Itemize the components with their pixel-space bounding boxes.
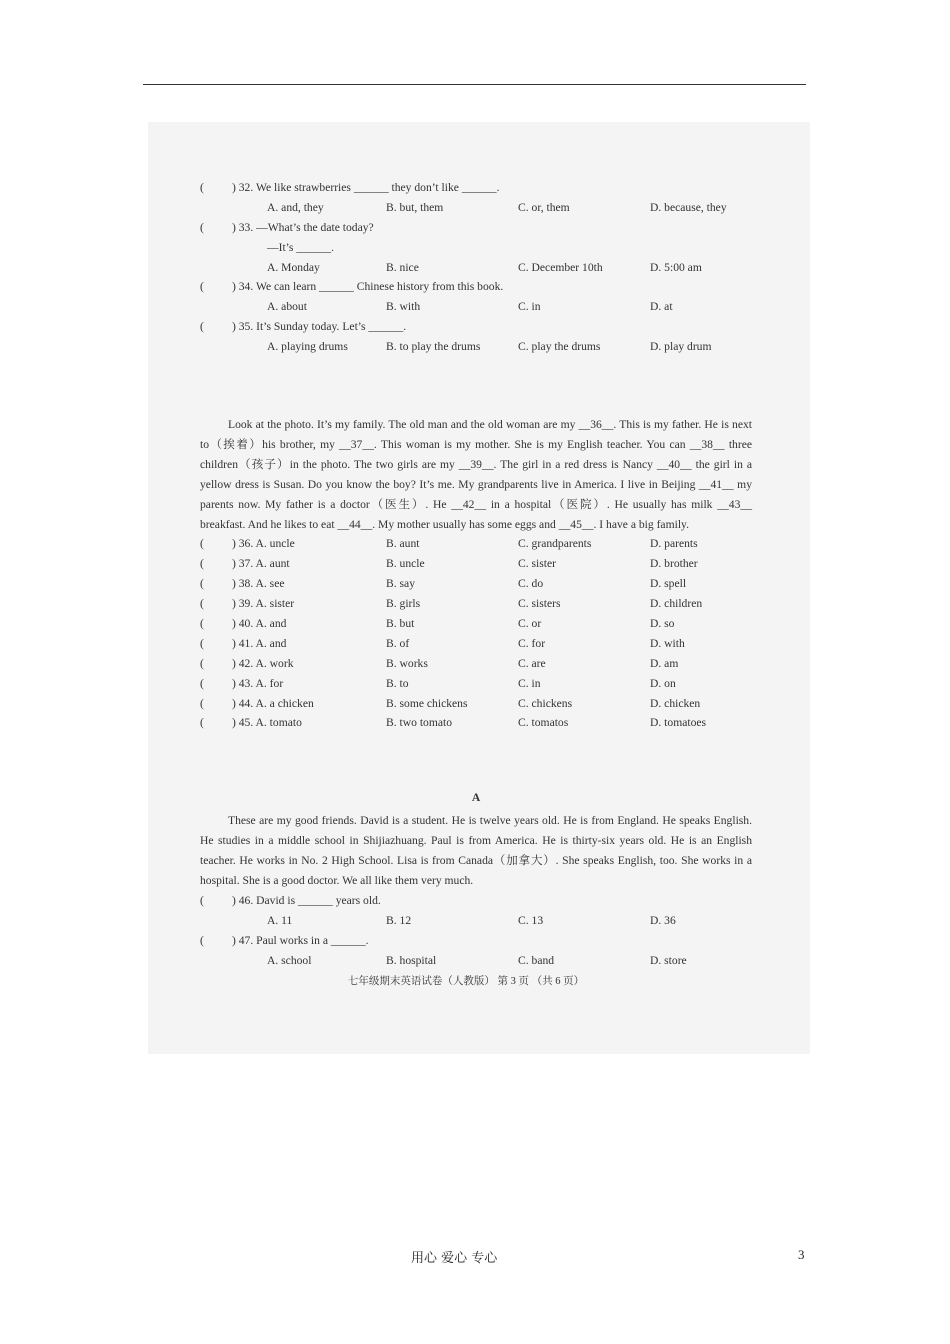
option-c: C. 13 — [518, 913, 544, 927]
question-number-option-a: ) 40. A. and — [232, 617, 287, 631]
answer-paren: ( — [200, 893, 204, 907]
option-c: C. sisters — [518, 597, 561, 611]
question-number-option-a: ) 37. A. aunt — [232, 557, 290, 571]
option-c: C. or, them — [518, 200, 570, 214]
question-number-option-a: ) 44. A. a chicken — [232, 696, 314, 710]
page-number: 3 — [798, 1247, 805, 1262]
option-a: A. 11 — [267, 913, 293, 927]
question-number-option-a: ) 41. A. and — [232, 636, 287, 650]
answer-paren: ( — [200, 617, 204, 631]
option-b: B. some chickens — [386, 696, 468, 710]
cloze-question-row — [200, 654, 752, 674]
cloze-passage: Look at the photo. It’s my family. The old man and the old woman are my __36__. This is my father. He is next to（挨着）his brother, my __37__. This woman is my mother. She is my English teacher. You can __38__ three children（孩子）in the photo. The two girls are my __39__. The girl in a red dress is Nancy __40__ the girl in a yellow dress is Susan. Do you know the boy? It’s me. My grandparents live in America. I live in Beijing __41__ my parents now. My father is a doctor（医生）. He __42__ in a hospital（医院）. He usually has milk __43__ breakfast. And he likes to eat __44__. My mother usually has some eggs and __45__. I have a big family. — [200, 418, 752, 531]
question-number-option-a: ) 36. A. uncle — [232, 537, 295, 551]
option-b: B. but — [386, 617, 415, 631]
cloze-question-row — [200, 614, 752, 634]
options-46 — [200, 911, 752, 931]
question-32 — [200, 178, 752, 198]
option-c: C. do — [518, 577, 544, 591]
spacer — [200, 733, 752, 785]
option-d: D. store — [650, 953, 687, 967]
cloze-question-list — [200, 534, 752, 733]
question-number-option-a: ) 42. A. work — [232, 656, 294, 670]
option-b: B. of — [386, 636, 410, 650]
option-d: D. am — [650, 656, 679, 670]
answer-paren: ( — [200, 676, 204, 690]
reading-section-title: A — [471, 791, 481, 805]
reading-passage: These are my good friends. David is a student. He is twelve years old. He is from England. He speaks English. He studies in a middle school in Shijiazhuang. Paul is from America. He is thirty-six years old. He is an English teacher. He works in No. 2 High School. Lisa is from Canada（加拿大）. She speaks English, too. She works in a hospital. She is a good doctor. We all like them very much. — [200, 814, 752, 888]
answer-paren: ( — [200, 656, 204, 670]
answer-paren: ( — [200, 696, 204, 710]
option-b: B. 12 — [386, 913, 412, 927]
cloze-question-row — [200, 554, 752, 574]
option-c: C. tomatos — [518, 716, 569, 730]
options-47 — [200, 951, 752, 971]
footer-motto: 用心 爱心 专心 — [411, 1251, 498, 1266]
question-stem: ) 35. It’s Sunday today. Let’s ______. — [232, 320, 407, 334]
option-d: D. with — [650, 636, 685, 650]
option-c: C. play the drums — [518, 340, 601, 354]
cloze-question-row — [200, 634, 752, 654]
option-b: B. say — [386, 577, 415, 591]
option-d: D. 5:00 am — [650, 260, 702, 274]
option-d: D. on — [650, 676, 676, 690]
option-c: C. sister — [518, 557, 557, 571]
question-stem: ) 32. We like strawberries ______ they don’t like ______. — [232, 181, 500, 194]
options-32 — [200, 198, 752, 218]
option-b: B. nice — [386, 260, 419, 274]
answer-paren: ( — [200, 597, 204, 611]
answer-paren: ( — [200, 636, 204, 650]
option-d: D. because, they — [650, 200, 727, 214]
option-d: D. brother — [650, 557, 698, 571]
option-c: C. grandparents — [518, 537, 592, 551]
answer-paren: ( — [200, 320, 204, 334]
option-a: A. about — [267, 300, 307, 314]
question-stem: ) 46. David is ______ years old. — [232, 893, 381, 907]
option-d: D. at — [650, 300, 673, 314]
cloze-question-row — [200, 574, 752, 594]
option-c: C. chickens — [518, 696, 573, 710]
option-d: D. chicken — [650, 696, 701, 710]
header-rule — [143, 84, 806, 85]
option-a: A. and, they — [267, 200, 324, 214]
option-d: D. so — [650, 617, 675, 631]
options-35 — [200, 337, 752, 357]
question-number-option-a: ) 39. A. sister — [232, 597, 295, 611]
option-d: D. children — [650, 597, 703, 611]
option-d: D. 36 — [650, 913, 676, 927]
option-c: C. band — [518, 953, 555, 967]
option-a: A. Monday — [267, 260, 320, 274]
option-b: B. with — [386, 300, 421, 314]
option-b: B. uncle — [386, 557, 425, 571]
options-33 — [200, 258, 752, 278]
answer-paren: ( — [200, 280, 204, 294]
option-d: D. parents — [650, 537, 698, 551]
cloze-question-row — [200, 594, 752, 614]
question-35 — [200, 317, 752, 337]
exam-content — [200, 178, 752, 993]
option-a: A. playing drums — [267, 340, 348, 354]
question-stem: ) 47. Paul works in a ______. — [232, 933, 369, 947]
option-b: B. girls — [386, 597, 421, 611]
answer-paren: ( — [200, 220, 204, 234]
option-c: C. are — [518, 656, 546, 670]
option-a: A. school — [267, 953, 312, 967]
option-b: B. works — [386, 656, 428, 670]
answer-paren: ( — [200, 537, 204, 551]
reply-line: —It’s ______. — [267, 240, 334, 254]
option-c: C. for — [518, 636, 546, 650]
question-number-option-a: ) 43. A. for — [232, 676, 284, 690]
answer-paren: ( — [200, 933, 204, 947]
option-c: C. in — [518, 676, 541, 690]
question-stem: ) 33. —What’s the date today? — [232, 220, 374, 234]
option-b: B. to play the drums — [386, 340, 481, 354]
scan-page-footer: 七年级期末英语试卷（人教版） 第 3 页 （共 6 页） — [347, 975, 585, 987]
option-b: B. but, them — [386, 200, 444, 214]
cloze-question-row — [200, 713, 752, 733]
question-47 — [200, 931, 752, 951]
answer-paren: ( — [200, 181, 204, 194]
option-d: D. play drum — [650, 340, 712, 354]
answer-paren: ( — [200, 716, 204, 730]
option-b: B. hospital — [386, 953, 437, 967]
question-34 — [200, 277, 752, 297]
question-number-option-a: ) 45. A. tomato — [232, 716, 302, 730]
question-stem: ) 34. We can learn ______ Chinese history from this book. — [232, 280, 504, 294]
question-33 — [200, 218, 752, 238]
cloze-question-row — [200, 674, 752, 694]
answer-paren: ( — [200, 557, 204, 571]
option-b: B. aunt — [386, 537, 420, 551]
answer-paren: ( — [200, 577, 204, 591]
question-46 — [200, 891, 752, 911]
cloze-question-row — [200, 534, 752, 554]
option-c: C. December 10th — [518, 260, 603, 274]
option-b: B. to — [386, 676, 409, 690]
option-d: D. spell — [650, 577, 687, 591]
option-d: D. tomatoes — [650, 716, 707, 730]
option-c: C. or — [518, 617, 542, 631]
option-b: B. two tomato — [386, 716, 453, 730]
cloze-question-row — [200, 694, 752, 714]
options-34 — [200, 297, 752, 317]
question-33-reply — [200, 238, 752, 258]
spacer — [200, 357, 752, 415]
option-c: C. in — [518, 300, 541, 314]
question-number-option-a: ) 38. A. see — [232, 577, 285, 591]
